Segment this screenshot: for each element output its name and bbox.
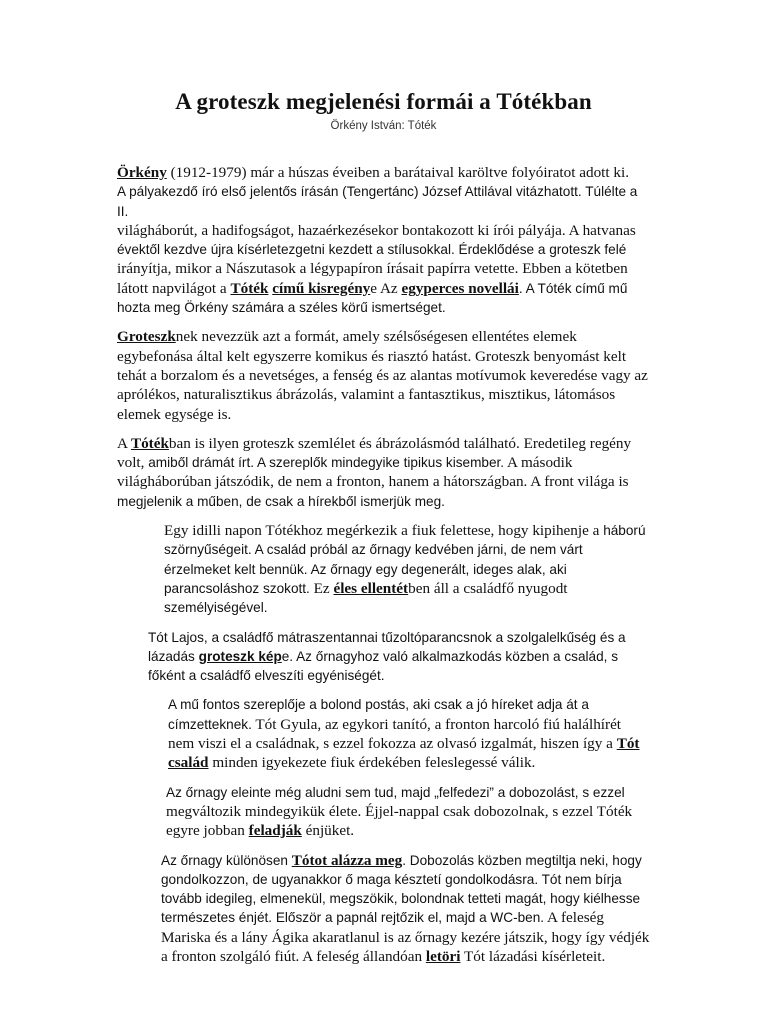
paragraph-7: Az őrnagy eleinte még aludni sem tud, majd „felfedezi” a dobozolást, s ezzel megváltozik mindegyikük élete. Éjjel-nappal csak dobozolnak, s ezzel Tóték egyre jobban feladják énjüket.	[166, 784, 633, 840]
paragraph-4: Egy idilli napon Tótékhoz megérkezik a fiuk felettese, hogy kipihenje a háború szörnyűségeit. A család próbál az őrnagy kedvében járni, de nem várt érzelmeket kelt bennük. Az őrnagy egy degenerált, ideges alak, aki parancsoláshoz szokott. Ez éles ellentétben áll a családfő nyugodt személyiségével.	[164, 522, 646, 616]
paragraph-3: A Tótékban is ilyen groteszk szemlélet és ábrázolásmód található. Eredetileg regény volt, amiből drámát írt. A szereplők mindegyike tipikus kisember. A második világháborúban játszódik, de nem a fronton, hanem a hátországban. A front világa is megjelenik a műben, de csak a hírekből ismerjük meg.	[117, 434, 632, 509]
keyword-orkeny: Örkény	[117, 164, 167, 181]
paragraph-6: A mű fontos szereplője a bolond postás, aki csak a jó híreket adja át a címzetteknek. Tót Gyula, az egykori tanító, a fronton harcoló fiú halálhírét nem viszi el a családnak, s ezzel fokozza az olvasó izgalmát, hiszen így a Tót család minden igyekezete fiuk érdekében feleslegessé válik.	[168, 697, 640, 772]
keyword-tot-csalad: Tót család	[168, 735, 640, 772]
keyword-eles-ellentet: éles ellentét	[333, 579, 409, 597]
keyword-totot-alazza: Tótot alázza meg	[291, 851, 403, 869]
paragraph-5: Tót Lajos, a családfő mátraszentannai tűzoltóparancsnok a szolgalelkűség és a lázadás groteszk képe. Az őrnagyhoz való alkalmazkodás közben a család, s főként a családfő elveszíti egyéniségét.	[148, 629, 626, 684]
keyword-kisregeny: című kisregény	[272, 279, 371, 297]
keyword-groteszk-kep: groteszk kép	[198, 648, 282, 664]
paragraph-1: Örkény (1912-1979) már a húszas éveiben a barátaival karöltve folyóiratot adott ki. A pályakezdő író első jelentős írásán (Tengertánc) József Attilával vitázhatott. Túlélte a II. világháborút, a hadifogságot, hazaérkezésekor bontakozott ki írói pályája. A hatvanas évektől kezdve újra kísérletezgetni kezdett a stílusokkal. Érdeklődése a groteszk felé irányítja, mikor a Nászutasok a légypapíron írásait papírra vetette. Ebben a kötetben látott napvilágot a Tóték című kisregénye Az egyperces novellái. A Tóték című mű hozta meg Örkény számára a széles körű ismertséget.	[117, 164, 638, 316]
keyword-totek: Tóték	[130, 434, 169, 452]
keyword-groteszk: Groteszk	[117, 328, 176, 346]
paragraph-2: Groteszknek nevezzük azt a formát, amely szélsőségesen ellentétes elemek egybefonása által kelt egyszerre komikus és riasztó hatást. Groteszk benyomást kelt tehát a borzalom és a nevetséges, a fenség és az alantas motívumok keveredése vagy az aprólékos, naturalisztikus ábrázolás, valamint a fantasztikus, misztikus, látomásos elemek egysége is.	[117, 328, 648, 423]
document-body	[117, 163, 650, 966]
keyword-feladjak: feladják	[248, 822, 302, 840]
keyword-letori: letöri	[425, 947, 461, 965]
keyword-toték: Tóték	[230, 279, 269, 297]
keyword-egyperces: egyperces novellái	[401, 279, 519, 297]
paragraph-8: Az őrnagy különösen Tótot alázza meg. Dobozolás közben megtiltja neki, hogy gondolkozzon, de ugyanakkor ő maga késztetí gondolkodásra. Tót nem bírja tovább idegileg, elmenekül, megszökik, bolondnak tetteti magát, hogy kiélhesse természetes énjét. Először a papnál rejtőzik el, majd a WC-ben. A feleség Mariska és a lány Ágika akaratlanul is az őrnagy kezére játszik, hogy így védjék a fronton szolgáló fiút. A feleség állandóan letöri Tót lázadási kísérleteit.	[161, 851, 650, 965]
page-subtitle: Örkény István: Tóték	[330, 120, 437, 132]
page-title: A groteszk megjelenési formái a Tótékban	[175, 89, 592, 114]
